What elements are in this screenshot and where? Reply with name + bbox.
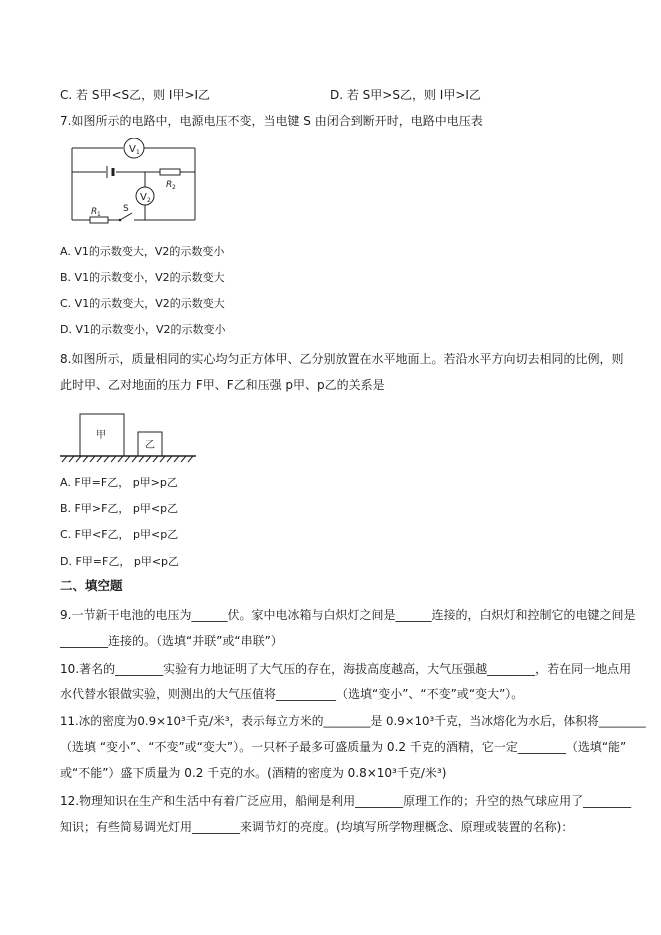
resistor-r2 [160, 169, 180, 175]
q11-line2: （选填 “变小”、“不变”或“变大”）。一只杯子最多可盛质量为 0.2 千克的酒精，它一定________（选填“能” [60, 740, 627, 754]
q7-option-c: C. V1的示数变大，V2的示数变大 [60, 297, 225, 310]
block-jia-label: 甲 [96, 430, 106, 441]
q7-circuit-diagram [68, 138, 200, 224]
r1-sub: 1 [97, 211, 101, 218]
q11-line3: 或“不能”）盛下质量为 0.2 千克的水。(酒精的密度为 0.8×10³千克/米³) [60, 766, 447, 780]
q6-option-d: D. 若 S甲>S乙，则 I甲>I乙 [330, 88, 481, 102]
ground-hatching [62, 456, 193, 462]
q8-blocks-diagram [60, 410, 200, 466]
v2-label: V [140, 192, 147, 203]
q6-option-c: C. 若 S甲<S乙，则 I甲>I乙 [60, 88, 211, 102]
v1-label: V [129, 144, 136, 155]
q7-option-d: D. V1的示数变小，V2的示数变小 [60, 323, 226, 336]
q11-line1: 11.冰的密度为0.9×10³千克/米³，表示每立方米的________是 0.9×10³千克，当冰熔化为水后，体积将________ [60, 714, 646, 728]
q7-option-b: B. V1的示数变小，V2的示数变大 [60, 271, 225, 284]
q12-line2: 知识；有些简易调光灯用________来调节灯的亮度。(均填写所学物理概念、原理或装置的名称)： [60, 820, 574, 834]
q8-stem-line2: 此时甲、乙对地面的压力 F甲、F乙和压强 p甲、p乙的关系是 [60, 378, 385, 392]
q8-option-d: D. F甲=F乙， p甲<p乙 [60, 555, 180, 568]
q12-line1: 12.物理知识在生产和生活中有着广泛应用，船闸是利用________原理工作的；升空的热气球应用了________ [60, 794, 632, 808]
q8-option-a: A. F甲=F乙， p甲>p乙 [60, 476, 178, 489]
q9-line1: 9.一节新干电池的电压为______伏。家中电冰箱与白炽灯之间是______连接的，白炽灯和控制它的电键之间是 [60, 608, 636, 622]
q10-line2: 水代替水银做实验，则测出的大气压值将__________（选填“变小”、“不变”或“变大”）。 [60, 687, 524, 701]
block-yi-label: 乙 [145, 440, 155, 451]
switch-pivot [119, 219, 122, 222]
v1-sub: 1 [136, 149, 140, 156]
switch-label: S [123, 204, 129, 214]
q8-option-b: B. F甲>F乙， p甲<p乙 [60, 502, 179, 515]
r1-label: R [91, 207, 98, 217]
q8-option-c: C. F甲<F乙， p甲<p乙 [60, 528, 179, 541]
q9-line2: ________连接的。（选填“并联”或“串联”） [60, 634, 283, 648]
r2-label: R [166, 180, 173, 190]
section-title: 二、填空题 [60, 578, 123, 593]
r2-sub: 2 [172, 184, 176, 191]
q8-stem-line1: 8.如图所示，质量相同的实心均匀正方体甲、乙分别放置在水平地面上。若沿水平方向切去相同的比例，则 [60, 352, 624, 366]
q10-line1: 10.著名的________实验有力地证明了大气压的存在，海拔高度越高，大气压强越________，若在同一地点用 [60, 662, 632, 676]
v2-sub: 2 [147, 197, 151, 204]
q7-stem: 7.如图所示的电路中，电源电压不变，当电键 S 由闭合到断开时，电路中电压表 [60, 114, 483, 128]
q7-option-a: A. V1的示数变大，V2的示数变小 [60, 245, 225, 258]
